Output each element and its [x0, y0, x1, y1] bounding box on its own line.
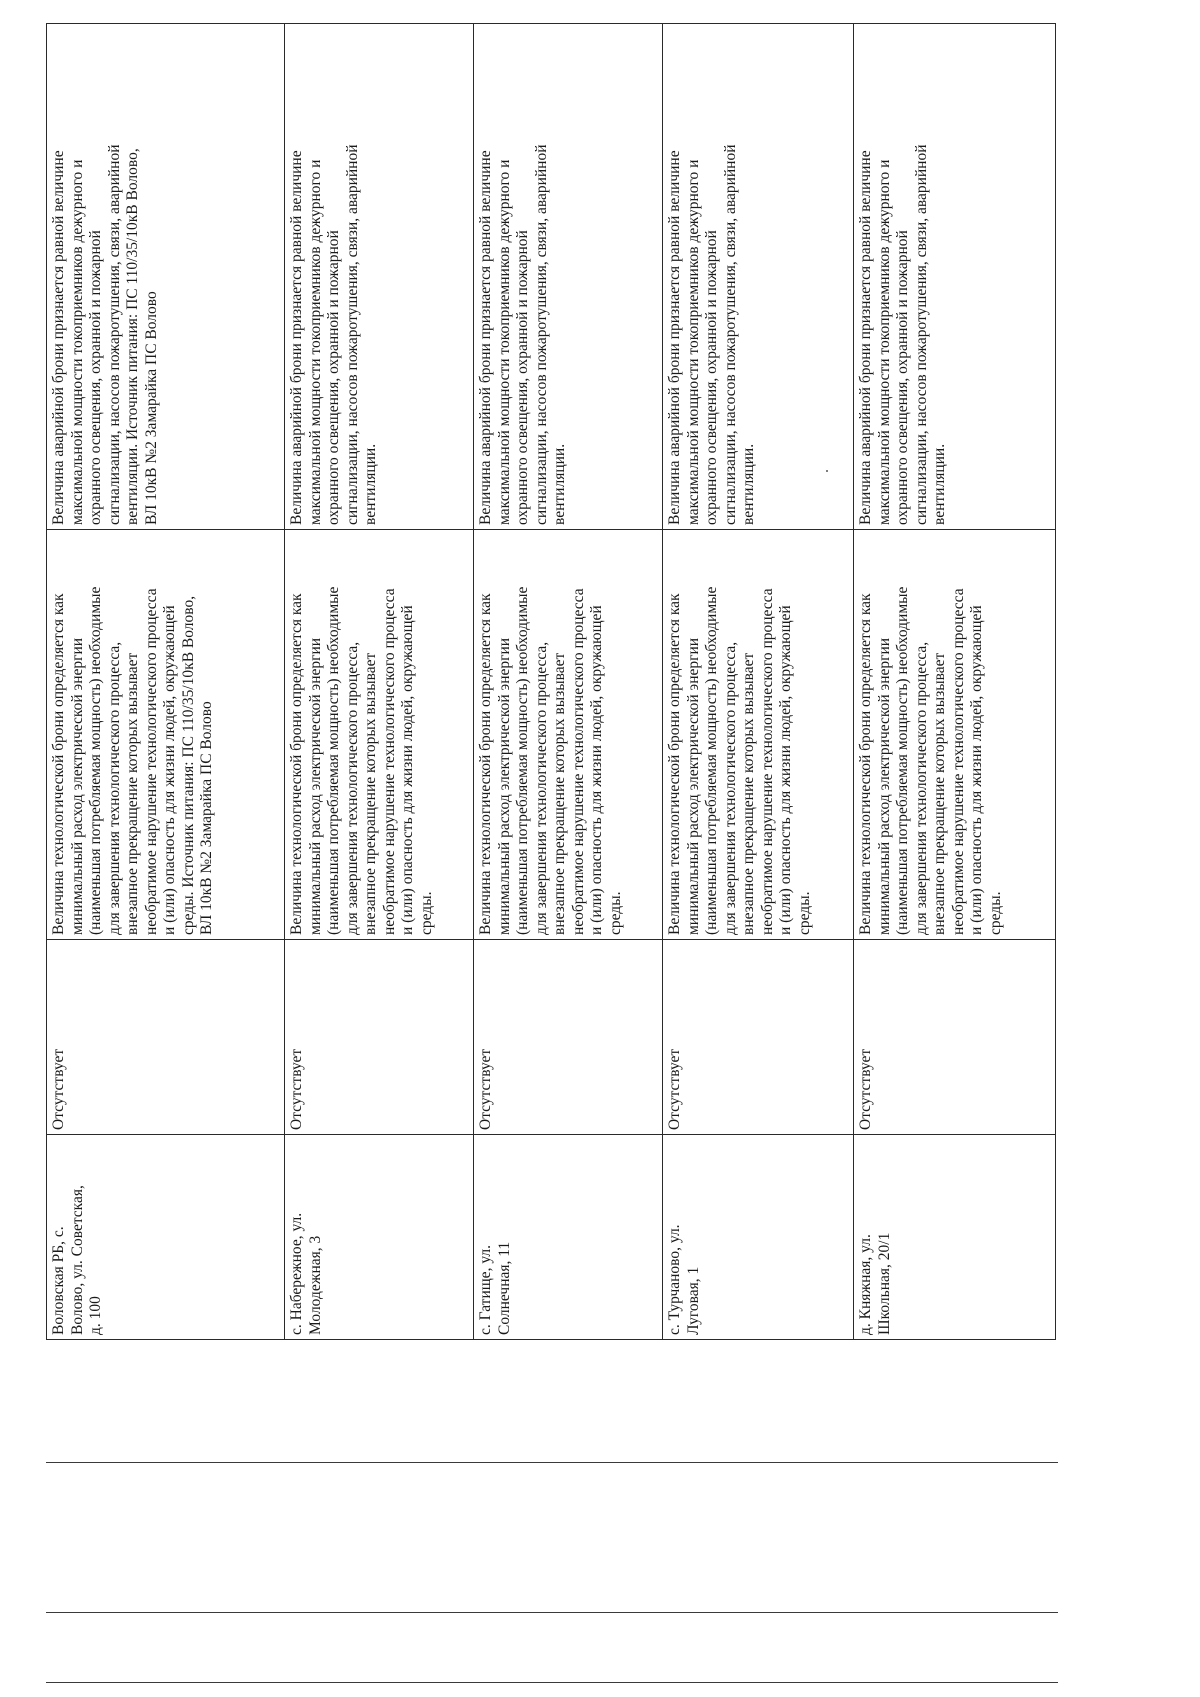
reserve-cell: Отсутствует — [474, 940, 663, 1135]
table-row — [854, 24, 1056, 1340]
address-cell: Воловская РБ, с. Волово, ул. Советская, д. 100 — [47, 1135, 285, 1340]
tech-reserve-cell: Величина технологической брони определяется как минимальный расход электрической энергии (наименьшая потребляемая мощность) необходимые для завершения технологического процесса, внезапное прекращение которых вызывает необратимое нарушение технологического процесса и (или) опасность для жизни людей, окружающей среды. — [285, 530, 474, 940]
tech-reserve-cell: Величина технологической брони определяется как минимальный расход электрической энергии (наименьшая потребляемая мощность) необходимые для завершения технологического процесса, внезапное прекращение которых вызывает необратимое нарушение технологического процесса и (или) опасность для жизни людей, окружающей среды. — [854, 530, 1056, 940]
address-cell: д. Княжная, ул. Школьная, 20/1 — [854, 1135, 1056, 1340]
address-cell: с. Турчаново, ул. Луговая, 1 — [663, 1135, 854, 1340]
reserve-cell: Отсутствует — [663, 940, 854, 1135]
table-row — [47, 24, 285, 1340]
tech-reserve-cell: Величина технологической брони определяется как минимальный расход электрической энергии (наименьшая потребляемая мощность) необходимые для завершения технологического процесса, внезапное прекращение которых вызывает необратимое нарушение технологического процесса и (или) опасность для жизни людей, окружающей среды. — [474, 530, 663, 940]
emergency-reserve-cell: Величина аварийной брони признается равной величине максимальной мощности токоприемников дежурного и охранного освещения, охранной и пожарной сигнализации, насосов пожаротушения, связи, аварийной вентиляции. — [285, 24, 474, 530]
table-row — [663, 24, 854, 1340]
table-row — [285, 24, 474, 1340]
emergency-reserve-cell: Величина аварийной брони признается равной величине максимальной мощности токоприемников дежурного и охранного освещения, охранной и пожарной сигнализации, насосов пожаротушения, связи, аварийной вентиляции. — [474, 24, 663, 530]
emergency-reserve-cell: Величина аварийной брони признается равной величине максимальной мощности токоприемников дежурного и охранного освещения, охранной и пожарной сигнализации, насосов пожаротушения, связи, аварийной вентиляции. — [663, 24, 854, 530]
address-cell: с. Гатище, ул. Солнечная, 11 — [474, 1135, 663, 1340]
reserve-cell: Отсутствует — [47, 940, 285, 1135]
bottom-rule — [46, 1682, 1058, 1683]
emergency-reserve-cell: Величина аварийной брони признается равной величине максимальной мощности токоприемников дежурного и охранного освещения, охранной и пожарной сигнализации, насосов пожаротушения, связи, аварийной вентиляции. — [854, 24, 1056, 530]
emergency-reserve-cell: Величина аварийной брони признается равной величине максимальной мощности токоприемников дежурного и охранного освещения, охранной и пожарной сигнализации, насосов пожаротушения, связи, аварийной вентиляции. Источник питания: ПС 110/35/10кВ Волово, ВЛ 10кВ №2 Замарайка ПС Волово — [47, 24, 285, 530]
power-reserve-table — [46, 23, 1056, 1340]
address-cell: с. Набережное, ул. Молодежная, 3 — [285, 1135, 474, 1340]
scan-speck — [826, 470, 828, 472]
bottom-rule — [46, 1612, 1058, 1613]
bottom-rule — [46, 1462, 1058, 1463]
reserve-cell: Отсутствует — [285, 940, 474, 1135]
reserve-cell: Отсутствует — [854, 940, 1056, 1135]
table-row — [474, 24, 663, 1340]
tech-reserve-cell: Величина технологической брони определяется как минимальный расход электрической энергии (наименьшая потребляемая мощность) необходимые для завершения технологического процесса, внезапное прекращение которых вызывает необратимое нарушение технологического процесса и (или) опасность для жизни людей, окружающей среды. — [663, 530, 854, 940]
tech-reserve-cell: Величина технологической брони определяется как минимальный расход электрической энергии (наименьшая потребляемая мощность) необходимые для завершения технологического процесса, внезапное прекращение которых вызывает необратимое нарушение технологического процесса и (или) опасность для жизни людей, окружающей среды. Источник питания: ПС 110/35/10кВ Волово, ВЛ 10кВ №2 Замарайка ПС Волово — [47, 530, 285, 940]
